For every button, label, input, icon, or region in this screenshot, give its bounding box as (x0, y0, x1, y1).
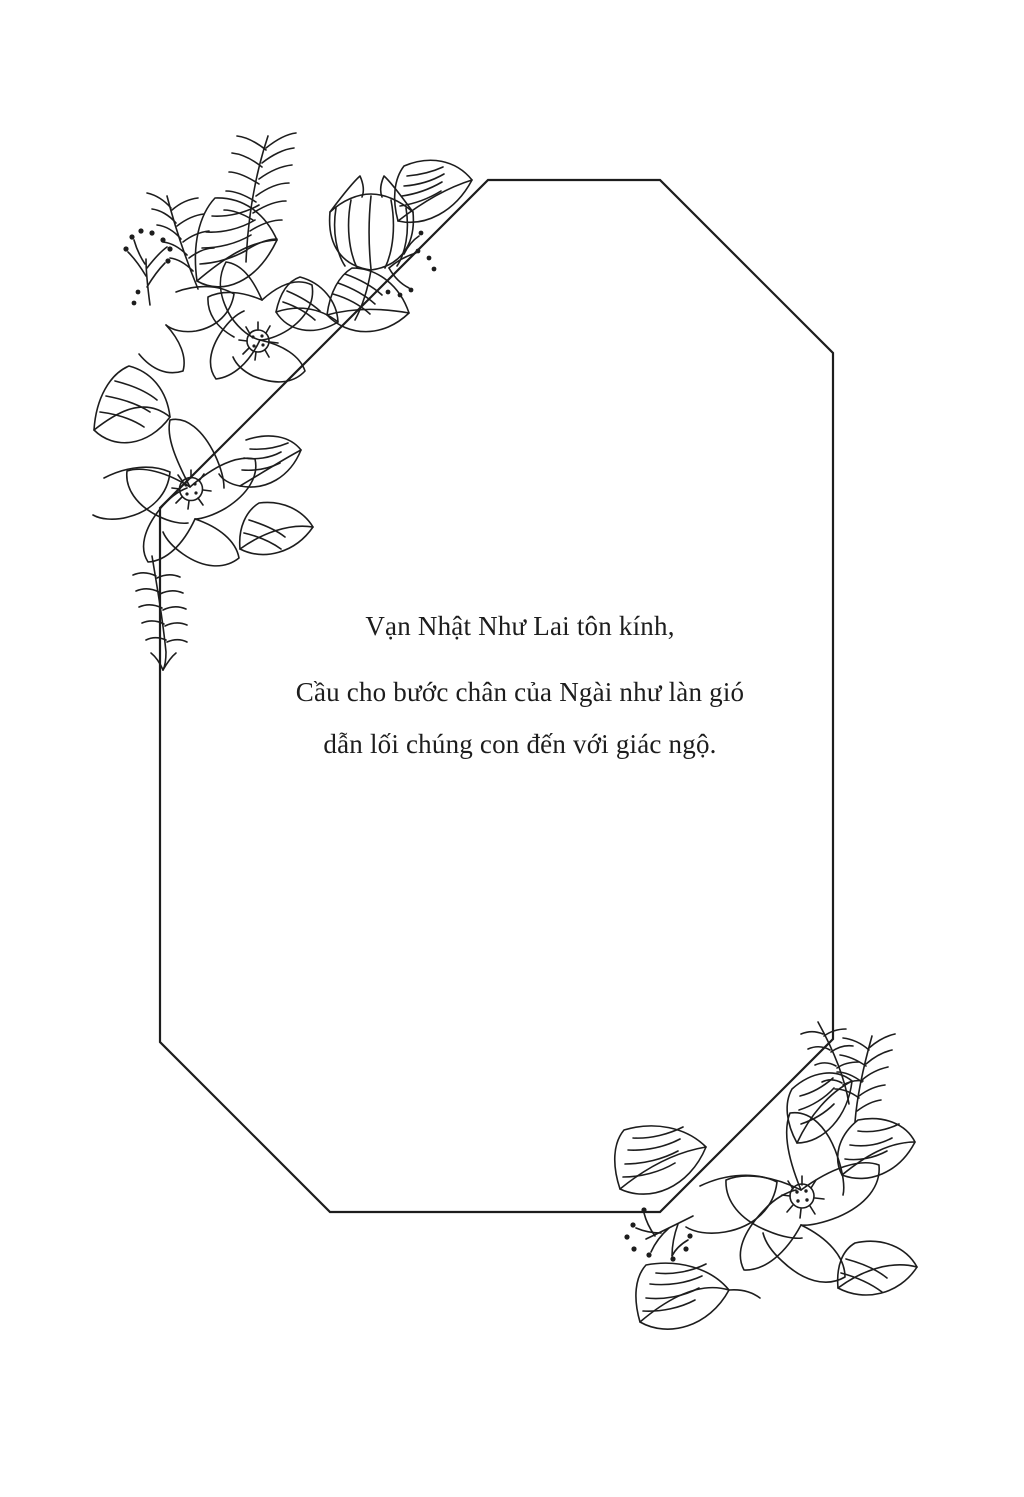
verse-line-3: dẫn lối chúng con đến với giác ngộ. (323, 729, 717, 759)
verse-line-1: Vạn Nhật Như Lai tôn kính, (365, 611, 675, 641)
verse-line-2: Cầu cho bước chân của Ngài như làn gió (295, 677, 745, 707)
verse-block (180, 600, 860, 770)
